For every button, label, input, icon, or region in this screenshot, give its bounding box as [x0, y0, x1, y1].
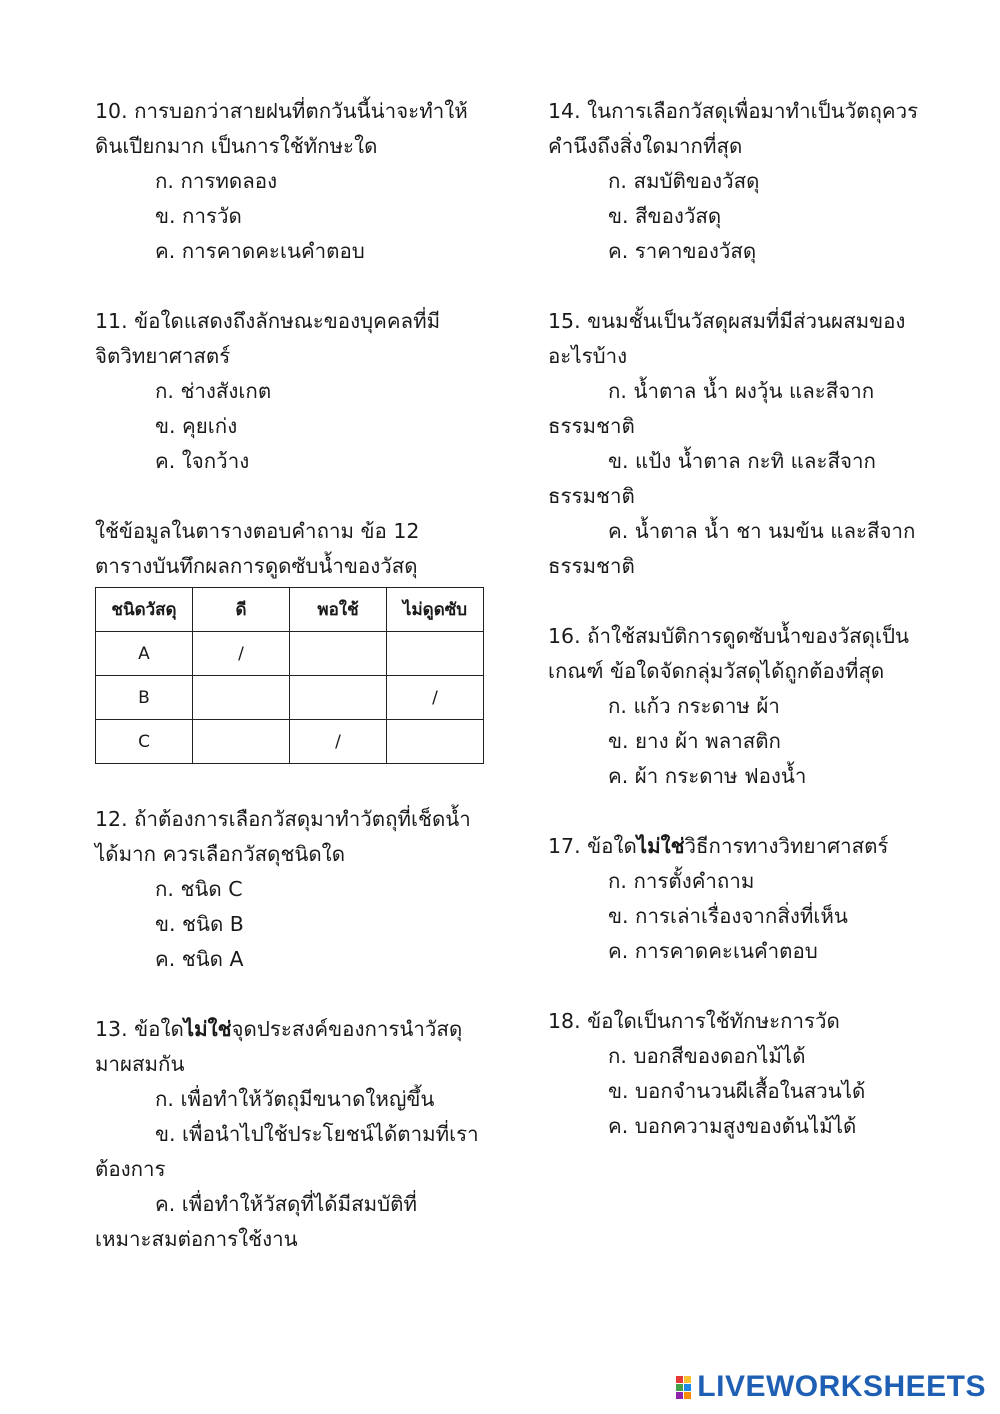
table-cell: A	[96, 632, 193, 676]
logo-text: LIVEWORKSHEETS	[697, 1370, 986, 1403]
table-caption: ตารางบันทึกผลการดูดซับน้ำของวัสดุ	[95, 554, 418, 578]
table-row	[96, 676, 484, 720]
column-header-good: ดี	[193, 588, 290, 632]
answer-option-a[interactable]: ก. ชนิด C	[155, 877, 243, 901]
table-cell	[290, 676, 387, 720]
answer-option-b[interactable]: ข. ยาง ผ้า พลาสติก	[608, 729, 781, 753]
question-prefix: 17. ข้อใด	[548, 834, 637, 858]
emphasis-text: ไม่ใช่	[636, 834, 685, 858]
question-text: 10. การบอกว่าสายฝนที่ตกวันนี้น่าจะทำให้	[95, 99, 468, 123]
question-text: 16. ถ้าใช้สมบัติการดูดซับน้ำของวัสดุเป็น	[548, 624, 910, 648]
answer-option-c[interactable]: ค. การคาดคะเนคำตอบ	[608, 939, 818, 963]
answer-option-a[interactable]: ก. บอกสีของดอกไม้ได้	[608, 1044, 806, 1068]
answer-option-b[interactable]: ข. แป้ง น้ำตาล กะทิ และสีจาก	[608, 449, 876, 473]
answer-option-c[interactable]: ค. ใจกว้าง	[155, 449, 250, 473]
question-14	[548, 94, 968, 269]
answer-option-c-continued: ธรรมชาติ	[548, 554, 635, 578]
answer-option-a[interactable]: ก. สมบัติของวัสดุ	[608, 169, 760, 193]
answer-option-b[interactable]: ข. การเล่าเรื่องจากสิ่งที่เห็น	[608, 904, 848, 928]
question-text: 12. ถ้าต้องการเลือกวัสดุมาทำวัตถุที่เช็ดน้ำ	[95, 807, 471, 831]
answer-option-b[interactable]: ข. เพื่อนำไปใช้ประโยชน์ได้ตามที่เรา	[155, 1122, 479, 1146]
column-header-not-absorbent: ไม่ดูดซับ	[387, 588, 484, 632]
answer-option-b[interactable]: ข. คุยเก่ง	[155, 414, 238, 438]
table-cell	[193, 676, 290, 720]
table-cell: /	[387, 676, 484, 720]
right-column	[548, 94, 968, 1144]
question-10	[95, 94, 515, 269]
question-text: อะไรบ้าง	[548, 344, 628, 368]
logo-square	[684, 1376, 691, 1383]
question-text	[95, 1012, 515, 1047]
table-cell: B	[96, 676, 193, 720]
logo-square	[676, 1376, 683, 1383]
answer-option-a[interactable]: ก. ช่างสังเกต	[155, 379, 272, 403]
answer-option-c[interactable]: ค. ผ้า กระดาษ ฟองน้ำ	[608, 764, 807, 788]
answer-option-b[interactable]: ข. บอกจำนวนผีเสื้อในสวนได้	[608, 1079, 866, 1103]
question-text: 15. ขนมชั้นเป็นวัสดุผสมที่มีส่วนผสมของ	[548, 309, 906, 333]
table-cell: /	[193, 632, 290, 676]
logo-square	[684, 1392, 691, 1399]
liveworksheets-logo	[676, 1370, 986, 1404]
left-column	[95, 94, 515, 1257]
column-header-material: ชนิดวัสดุ	[96, 588, 193, 632]
answer-option-a[interactable]: ก. แก้ว กระดาษ ผ้า	[608, 694, 780, 718]
answer-option-a[interactable]: ก. การตั้งคำถาม	[608, 869, 755, 893]
question-13	[95, 1012, 515, 1257]
answer-option-b[interactable]: ข. สีของวัสดุ	[608, 204, 722, 228]
answer-option-c[interactable]: ค. บอกความสูงของต้นไม้ได้	[608, 1114, 857, 1138]
question-15	[548, 304, 968, 584]
table-row	[96, 632, 484, 676]
answer-option-c[interactable]: ค. เพื่อทำให้วัสดุที่ได้มีสมบัติที่	[155, 1192, 417, 1216]
logo-mark-icon	[676, 1376, 691, 1399]
question-18	[548, 1004, 968, 1144]
question-text: ดินเปียกมาก เป็นการใช้ทักษะใด	[95, 134, 378, 158]
question-17	[548, 829, 968, 969]
absorption-table	[95, 587, 484, 764]
answer-option-a-continued: ธรรมชาติ	[548, 414, 635, 438]
table-intro: ใช้ข้อมูลในตารางตอบคำถาม ข้อ 12	[95, 519, 420, 543]
question-text: 11. ข้อใดแสดงถึงลักษณะของบุคคลที่มี	[95, 309, 441, 333]
question-suffix: จุดประสงค์ของการนำวัสดุ	[231, 1017, 463, 1041]
answer-option-b-continued: ต้องการ	[95, 1157, 166, 1181]
answer-option-b[interactable]: ข. ชนิด B	[155, 912, 244, 936]
table-cell	[290, 632, 387, 676]
answer-option-c[interactable]: ค. ชนิด A	[155, 947, 244, 971]
answer-option-a[interactable]: ก. เพื่อทำให้วัตถุมีขนาดใหญ่ขึ้น	[155, 1087, 435, 1111]
question-11	[95, 304, 515, 479]
table-cell	[387, 720, 484, 764]
table-cell	[387, 632, 484, 676]
logo-square	[684, 1384, 691, 1391]
table-cell	[193, 720, 290, 764]
question-text: ได้มาก ควรเลือกวัสดุชนิดใด	[95, 842, 346, 866]
answer-option-b-continued: ธรรมชาติ	[548, 484, 635, 508]
question-text	[548, 829, 968, 864]
question-suffix: วิธีการทางวิทยาศาสตร์	[684, 834, 889, 858]
question-text: จิตวิทยาศาสตร์	[95, 344, 231, 368]
question-text: 14. ในการเลือกวัสดุเพื่อมาทำเป็นวัตถุควร	[548, 99, 919, 123]
question-16	[548, 619, 968, 794]
question-text: มาผสมกัน	[95, 1052, 185, 1076]
answer-option-a[interactable]: ก. การทดลอง	[155, 169, 278, 193]
table-cell: /	[290, 720, 387, 764]
question-12	[95, 802, 515, 977]
answer-option-c[interactable]: ค. การคาดคะเนคำตอบ	[155, 239, 365, 263]
emphasis-text: ไม่ใช่	[183, 1017, 232, 1041]
logo-square	[676, 1392, 683, 1399]
table-header-row	[96, 588, 484, 632]
answer-option-a[interactable]: ก. น้ำตาล น้ำ ผงวุ้น และสีจาก	[608, 379, 875, 403]
answer-option-c[interactable]: ค. ราคาของวัสดุ	[608, 239, 757, 263]
column-header-fair: พอใช้	[290, 588, 387, 632]
question-text: เกณฑ์ ข้อใดจัดกลุ่มวัสดุได้ถูกต้องที่สุด	[548, 659, 885, 683]
logo-square	[676, 1384, 683, 1391]
question-prefix: 13. ข้อใด	[95, 1017, 184, 1041]
question-text: คำนึงถึงสิ่งใดมากที่สุด	[548, 134, 743, 158]
table-cell: C	[96, 720, 193, 764]
answer-option-c-continued: เหมาะสมต่อการใช้งาน	[95, 1227, 298, 1251]
answer-option-c[interactable]: ค. น้ำตาล น้ำ ชา นมข้น และสีจาก	[608, 519, 916, 543]
answer-option-b[interactable]: ข. การวัด	[155, 204, 242, 228]
table-row	[96, 720, 484, 764]
question-text: 18. ข้อใดเป็นการใช้ทักษะการวัด	[548, 1009, 840, 1033]
